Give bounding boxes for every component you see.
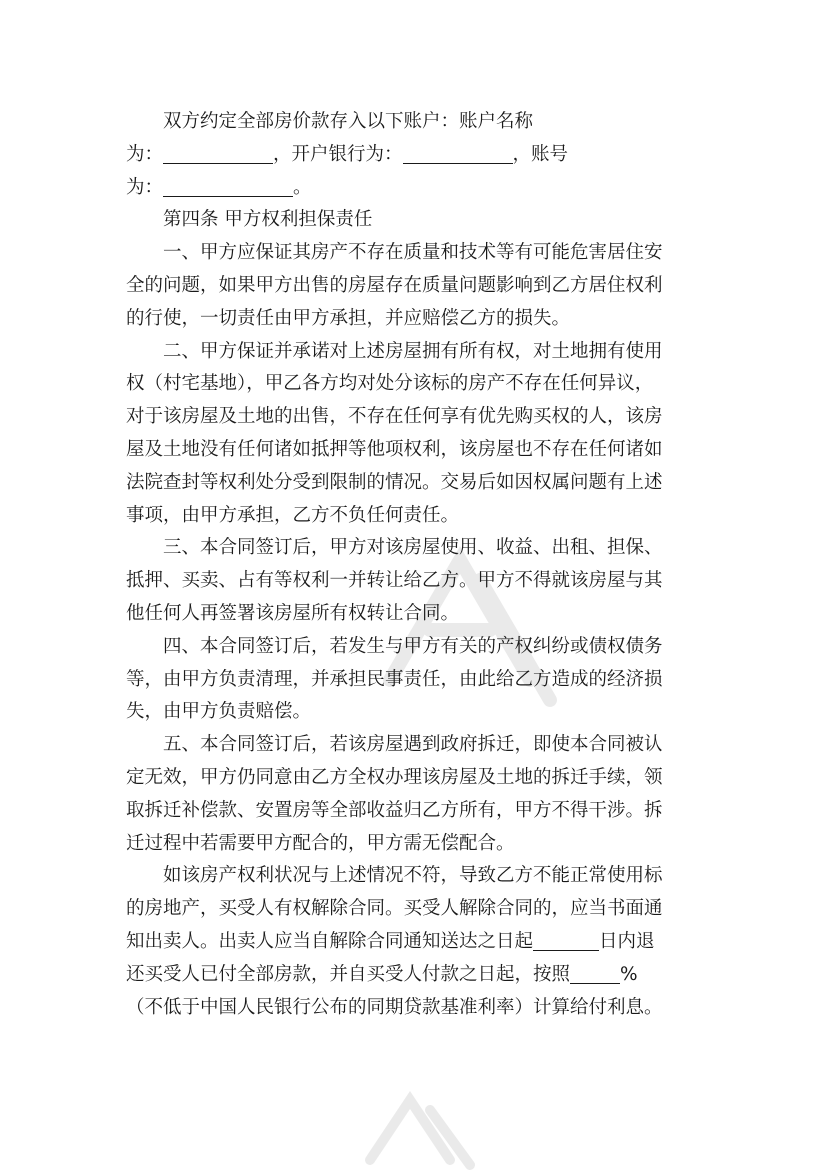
item2-line: 二、甲方保证并承诺对上述房屋拥有所有权，对土地拥有使用 <box>163 340 663 362</box>
watermark-logo-icon <box>360 1080 480 1170</box>
item1-line: 的行使，一切责任由甲方承担，并应赔偿乙方的损失。 <box>126 307 571 329</box>
refund-days-blank[interactable] <box>533 926 599 951</box>
item4-line: 等，由甲方负责清理，并承担民事责任，由此给乙方造成的经济损 <box>126 668 663 690</box>
termination-paragraph-line: 如该房产权利状况与上述情况不符，导致乙方不能正常使用标 <box>163 865 663 887</box>
item3-line: 他任何人再签署该房屋所有权转让合同。 <box>126 602 460 624</box>
termination-paragraph-line: 的房地产，买受人有权解除合同。买受人解除合同的，应当书面通 <box>126 898 663 920</box>
item5-line: 定无效，甲方仍同意由乙方全权办理该房屋及土地的拆迁手续，领 <box>126 766 663 788</box>
item4-line: 失，由甲方负责赔偿。 <box>126 701 312 723</box>
item4-line: 四、本合同签订后，若发生与甲方有关的产权纠纷或债权债务 <box>163 635 663 657</box>
account-paragraph-line-1: 双方约定全部房价款存入以下账户：账户名称 <box>163 111 534 132</box>
interest-rate-blank[interactable] <box>570 959 620 984</box>
item2-line: 屋及土地没有任何诸如抵押等他项权利，该房屋也不存在任何诸如 <box>126 438 663 460</box>
item5-line: 迁过程中若需要甲方配合的，甲方需无偿配合。 <box>126 832 515 854</box>
termination-paragraph-line: （不低于中国人民银行公布的同期贷款基准利率）计算给付利息。 <box>126 996 663 1018</box>
account-paragraph-line-3: 为： 。 <box>126 172 700 205</box>
account-paragraph-line-2: 为： ，开户银行为： ，账号 <box>126 139 700 172</box>
termination-paragraph-line: 还买受人已付全部房款，并自买受人付款之日起，按照 % <box>126 959 700 992</box>
account-number-blank[interactable] <box>163 172 293 197</box>
item2-line: 对于该房屋及土地的出售，不存在任何享有优先购买权的人，该房 <box>126 406 663 428</box>
article-heading: 第四条 甲方权利担保责任 <box>163 209 373 231</box>
item3-line: 三、本合同签订后，甲方对该房屋使用、收益、出租、担保、 <box>163 537 663 559</box>
item5-line: 取拆迁补偿款、安置房等全部收益归乙方所有，甲方不得干涉。拆 <box>126 799 663 821</box>
contract-body <box>126 106 700 1024</box>
item3-line: 抵押、买卖、占有等权利一并转让给乙方。甲方不得就该房屋与其 <box>126 570 663 592</box>
bank-name-blank[interactable] <box>403 139 513 164</box>
item5-line: 五、本合同签订后，若该房屋遇到政府拆迁，即使本合同被认 <box>163 734 663 756</box>
termination-paragraph-line: 知出卖人。出卖人应当自解除合同通知送达之日起 日内退 <box>126 926 700 959</box>
item2-line: 事项，由甲方承担，乙方不负任何责任。 <box>126 504 460 526</box>
item2-line: 权（村宅基地），甲乙各方均对处分该标的房产不存在任何异议， <box>126 373 654 395</box>
item1-line: 全的问题，如果甲方出售的房屋存在质量问题影响到乙方居住权利 <box>126 274 663 296</box>
item1-line: 一、甲方应保证其房产不存在质量和技术等有可能危害居住安 <box>163 242 663 264</box>
item2-line: 法院查封等权利处分受到限制的情况。交易后如因权属问题有上述 <box>126 471 663 493</box>
account-name-blank[interactable] <box>163 139 273 164</box>
